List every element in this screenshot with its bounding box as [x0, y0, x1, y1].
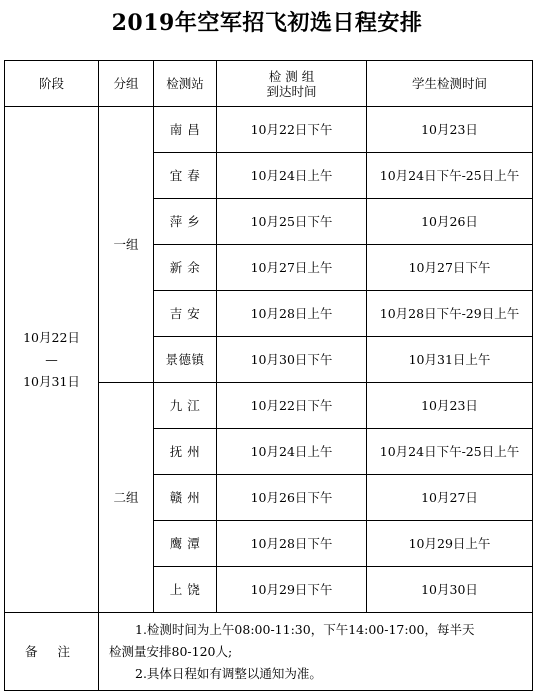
arrival-cell: 10月27日上午	[217, 245, 367, 291]
station-cell: 宜 春	[154, 153, 217, 199]
student-time-cell: 10月28日下午-29日上午	[367, 291, 533, 337]
note-line-1: 1.检测时间为上午08:00-11:30，下午14:00-17:00，每半天	[135, 621, 475, 637]
arrival-cell: 10月25日下午	[217, 199, 367, 245]
arrival-cell: 10月26日下午	[217, 475, 367, 521]
student-time-cell: 10月24日下午-25日上午	[367, 429, 533, 475]
arrival-cell: 10月28日上午	[217, 291, 367, 337]
note-line-2: 2.具体日程如有调整以通知为准。	[135, 665, 322, 681]
notes-content	[99, 613, 533, 691]
student-time-cell: 10月27日下午	[367, 245, 533, 291]
table-row	[5, 107, 533, 153]
station-cell: 景德镇	[154, 337, 217, 383]
student-time-cell: 10月30日	[367, 567, 533, 613]
station-cell: 吉 安	[154, 291, 217, 337]
station-cell: 南 昌	[154, 107, 217, 153]
header-station: 检测站	[154, 61, 217, 107]
page-title: 2019年空军招飞初选日程安排	[111, 10, 423, 36]
header-student-time: 学生检测时间	[367, 61, 533, 107]
station-cell: 萍 乡	[154, 199, 217, 245]
group-name: 一组	[99, 107, 154, 383]
arrival-cell: 10月24日上午	[217, 429, 367, 475]
station-cell: 鹰 潭	[154, 521, 217, 567]
arrival-cell: 10月24日上午	[217, 153, 367, 199]
station-cell: 九 江	[154, 383, 217, 429]
schedule-table	[4, 60, 533, 691]
header-arrival-time	[217, 61, 367, 107]
notes-label: 备 注	[5, 613, 99, 691]
station-cell: 上 饶	[154, 567, 217, 613]
notes-row	[5, 613, 533, 691]
arrival-cell: 10月30日下午	[217, 337, 367, 383]
period-cell	[5, 107, 99, 613]
student-time-cell: 10月26日	[367, 199, 533, 245]
student-time-cell: 10月24日下午-25日上午	[367, 153, 533, 199]
station-cell: 新 余	[154, 245, 217, 291]
header-arrival-line2: 到达时间	[266, 83, 317, 99]
arrival-cell: 10月29日下午	[217, 567, 367, 613]
header-arrival-line1: 检 测 组	[268, 68, 315, 84]
student-time-cell: 10月31日上午	[367, 337, 533, 383]
student-time-cell: 10月23日	[367, 107, 533, 153]
header-group: 分组	[99, 61, 154, 107]
period-end: 10月31日	[23, 373, 80, 389]
arrival-cell: 10月28日下午	[217, 521, 367, 567]
period-start: 10月22日	[23, 329, 80, 345]
station-cell: 抚 州	[154, 429, 217, 475]
group-name: 二组	[99, 383, 154, 613]
arrival-cell: 10月22日下午	[217, 383, 367, 429]
student-time-cell: 10月27日	[367, 475, 533, 521]
arrival-cell: 10月22日下午	[217, 107, 367, 153]
student-time-cell: 10月23日	[367, 383, 533, 429]
header-stage: 阶段	[5, 61, 99, 107]
period-dash: —	[45, 351, 58, 367]
student-time-cell: 10月29日上午	[367, 521, 533, 567]
station-cell: 赣 州	[154, 475, 217, 521]
note-line-1-continued: 检测量安排80-120人;	[109, 643, 233, 659]
header-row	[5, 61, 533, 107]
